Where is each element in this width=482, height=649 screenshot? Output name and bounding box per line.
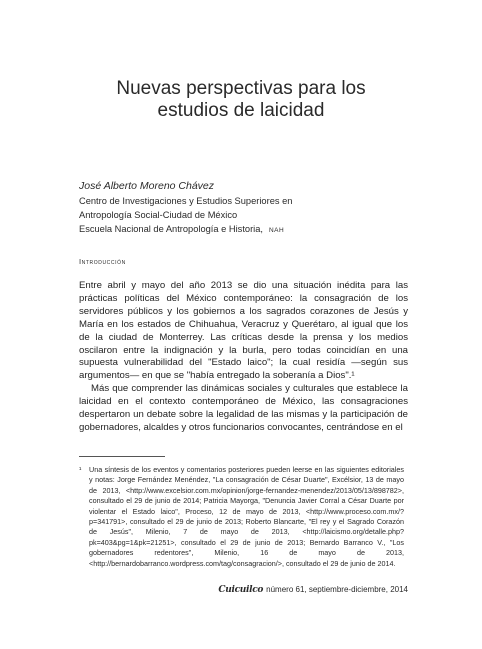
footnote-mark: ¹ <box>79 465 82 474</box>
affiliation-line-3 <box>79 224 284 234</box>
body-text <box>79 280 408 435</box>
article-title <box>60 78 422 122</box>
author-name: José Alberto Moreno Chávez <box>79 180 215 192</box>
issue-info: número 61, septiembre-diciembre, 2014 <box>266 585 408 594</box>
section-heading: Introducción <box>79 257 126 266</box>
page-footer <box>79 585 408 595</box>
article-title-line-2: estudios de laicidad <box>157 100 325 121</box>
footnote <box>79 465 408 569</box>
footnote-text: Una síntesis de los eventos y comentarios posteriores pueden leerse en las siguientes editoriales y notas: Jorge Fernández Menéndez, "La consagración de César Duarte", Excélsior, 13 de mayo de 2013, <http://www.excelsior.com.mx/opinion/jorge-fernandez-menendez/2013/05/13/898782>, consultado el 29 de junio de 2014; Patricia Mayorga, "Denuncia Javier Corral a César Duarte por violentar el Estado laico", Proceso, 12 de mayo de 2013, <http://www.proceso.com.mx/?p=341791>, consultado el 29 de junio de 2013; Roberto Blancarte, "El rey y el Sagrado Corazón de Jesús", Milenio, 7 de mayo de 2013, <http://laicismo.org/detalle.php?pk=403&pg=1&pk=21251>, consultado el 29 de junio de 2013; Bernardo Barranco V., "Los gobernadores redentores", Milenio, 16 de mayo de 2013, <http://bernardobarranco.wordpress.com/tag/consagracion/>, consultado el 29 de junio de 2014. <box>89 465 404 568</box>
affiliation-acronym: NAH <box>268 227 285 234</box>
body-paragraph-1: Entre abril y mayo del año 2013 se dio una situación inédita para las prácticas políticas del México contemporáneo: la consagración de los servidores públicos y los gobiernos a los sagrados corazones de Jesús y María en los estados de Chihuahua, Veracruz y Querétaro, al igual que los de la ciudad de Monterrey. Las críticas desde la prensa y los medios oscilaron entre la indignación y la burla, pero todas coincidían en una supuesta vulnerabilidad del "Estado laico"; la cual residía —según sus argumentos— en que se "había entregado la soberanía a Dios".¹ <box>79 280 408 382</box>
journal-logo: Cuicuilco <box>218 585 264 595</box>
body-paragraph-2: Más que comprender las dinámicas sociales y culturales que establece la laicidad en el contexto contemporáneo de México, las consagraciones despertaron un debate sobre la legalidad de las mismas y la participación de gobernadores, alcaldes y otros funcionarios convocantes, centrándose en el <box>79 383 408 433</box>
affiliation-line-2: Antropología Social-Ciudad de México <box>79 210 238 220</box>
article-title-line-1: Nuevas perspectivas para los <box>116 78 366 99</box>
affiliation-line-1: Centro de Investigaciones y Estudios Superiores en <box>79 196 293 206</box>
affiliation-line-3-text: Escuela Nacional de Antropología e Historia, <box>79 224 263 234</box>
footnote-divider <box>79 456 165 457</box>
